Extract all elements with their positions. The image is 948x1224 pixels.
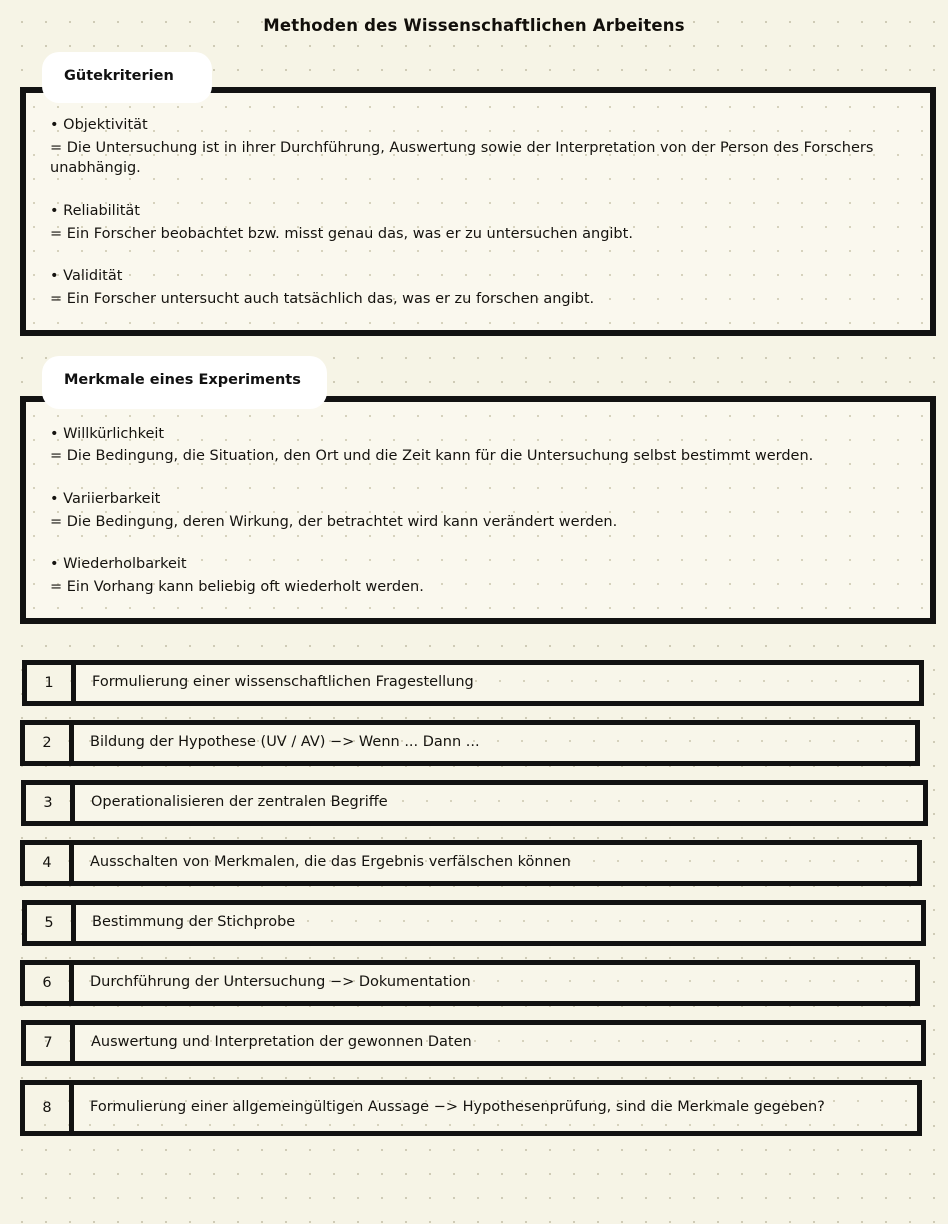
entry-term: • Objektivität [50,117,148,133]
section-body-merkmale-experiments [20,396,936,624]
step-row [20,960,920,1006]
step-text: Operationalisieren der zentralen Begriffe [75,785,923,821]
step-number: 6 [25,965,74,1001]
section-tab-guetekriterien: Gütekriterien [42,52,212,103]
entry-definition: = Die Untersuchung ist in ihrer Durchführung, Auswertung sowie der Interpretation von der Person des Forschers unabhängig. [50,139,874,177]
step-text: Durchführung der Untersuchung −> Dokumentation [74,965,915,1001]
step-number: 4 [25,845,74,881]
step-number: 5 [27,905,76,941]
entry-term: • Wiederholbarkeit [50,556,187,573]
entry-definition: = Ein Forscher untersucht auch tatsächlich das, was er zu forschen angibt. [50,290,595,307]
section-guetekriterien-wrapper [0,68,948,336]
step-row [21,1020,926,1066]
step-text: Bestimmung der Stichprobe [76,905,921,941]
page-title: Methoden des Wissenschaftlichen Arbeitens [263,16,685,35]
step-number: 2 [25,725,74,761]
entry-term: • Reliabilität [50,202,140,219]
step-text: Formulierung einer wissenschaftlichen Fragestellung [76,665,919,701]
entry-willkuerlichkeit [50,424,912,467]
step-number: 1 [27,665,76,701]
section-guetekriterien [20,68,936,336]
step-row [22,900,926,946]
section-merkmale-experiments [20,371,936,624]
step-number: 7 [26,1025,75,1061]
entry-objektivitaet [50,115,912,179]
entry-definition: = Ein Forscher beobachtet bzw. misst genau das, was er zu untersuchen angibt. [50,225,633,242]
step-text: Bildung der Hypothese (UV / AV) −> Wenn ... Dann ... [74,725,915,761]
entry-definition: = Die Bedingung, die Situation, den Ort und die Zeit kann für die Untersuchung selbst bestimmt werden. [50,448,814,465]
entry-term: • Validität [50,268,123,285]
step-text: Formulierung einer allgemeingültigen Aussage −> Hypothesenprüfung, sind die Merkmale gegeben? [74,1085,917,1131]
step-row [22,660,924,706]
step-text: Ausschalten von Merkmalen, die das Ergebnis verfälschen können [74,845,917,881]
step-row [20,1080,922,1136]
section-tab-merkmale-experiments: Merkmale eines Experiments [42,356,327,409]
steps-list [20,660,936,1136]
entry-validitaet [50,266,912,309]
step-number: 8 [25,1085,74,1131]
section-merkmale-wrapper [0,371,948,624]
step-row [20,840,922,886]
entry-reliabilitaet [50,201,912,244]
step-row [21,780,928,826]
section-body-guetekriterien [20,87,936,336]
entry-variierbarkeit [50,489,912,532]
entry-term: • Willkürlichkeit [50,425,165,442]
step-row [20,720,920,766]
entry-term: • Variierbarkeit [50,490,161,507]
step-number: 3 [26,785,75,821]
entry-definition: = Die Bedingung, deren Wirkung, der betrachtet wird kann verändert werden. [50,513,618,530]
entry-definition: = Ein Vorhang kann beliebig oft wiederholt werden. [50,578,424,595]
step-text: Auswertung und Interpretation der gewonnen Daten [75,1025,921,1061]
entry-wiederholbarkeit [50,554,912,597]
